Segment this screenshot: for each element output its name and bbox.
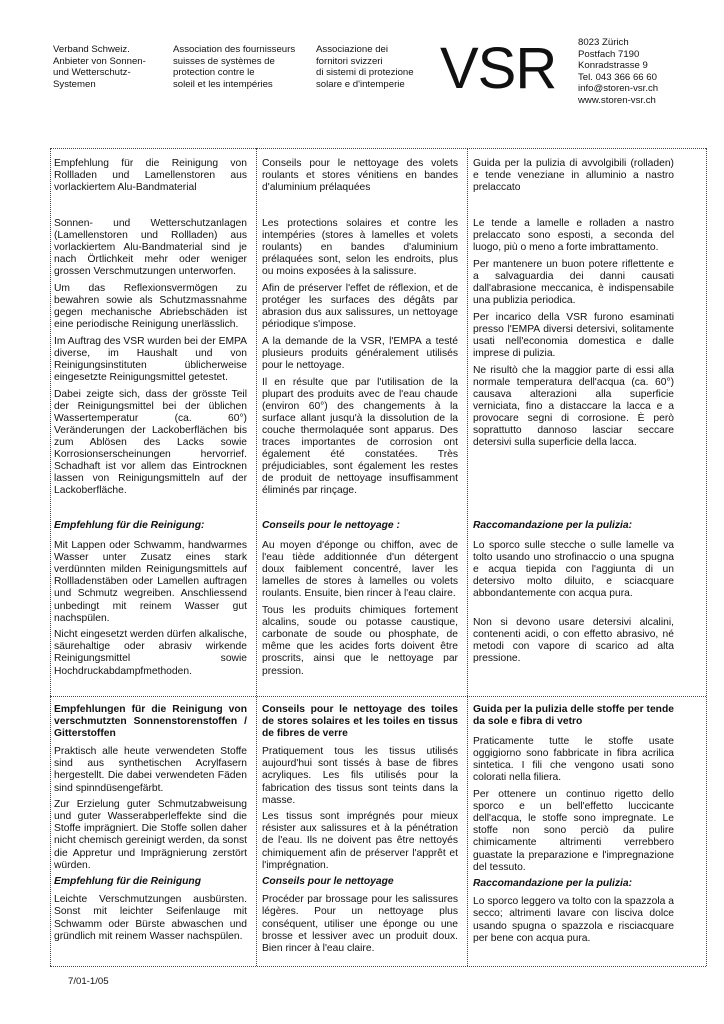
section2-title-fr: Conseils pour le nettoyage des toiles de stores solaires et les toiles en tissus de fibres de verre [262,704,458,740]
paragraph: Praktisch alle heute verwendeten Stoffe sind aus synthetischen Acrylfasern hergestellt. Die dabei verwendeten Fäden sind spinndüsengefärbt. [54,746,247,794]
paragraph: Lo sporco leggero va tolto con la spazzola a secco; altrimenti lavare con lisciva dolce usando spugna o spazzola e risciacquare per bene con acqua pura. [473,896,674,944]
header-association-de: Verband Schweiz. Anbieter von Sonnen- und Wetterschutz- Systemen [53,44,146,90]
paragraph: Ne risultò che la maggior parte di essi alla normale temperatura dell'acqua (ca. 60°) causava alterazioni alla superficie verniciata, fino a distaccare la lacca e a provocare segni di corrosione. È però soprattutto dannoso lasciar seccare detersivi sulla superficie della lacca. [473,364,674,449]
subheading: Raccomandazione per la pulizia: [473,520,633,531]
section-divider [50,696,706,697]
paragraph: Pratiquement tous les tissus utilisés aujourd'hui sont tissés à base de fibres acryliques. Les fils utilisés pour la fabrication des tissus sont teints dans la masse. [262,746,458,806]
section1-title-it: Guida per la pulizia di avvolgibili (rolladen) e tende veneziane in alluminio a nastro prelaccato [473,158,674,194]
paragraph: Le tende a lamelle e rolladen a nastro prelaccato sono esposti, a seconda del luogo, più o meno a forte imbrattamento. [473,218,674,254]
column-separator [706,148,707,966]
section1-title-de: Empfehlung für die Reinigung von Rollladen und Lamellenstoren aus vorlackiertem Alu-Bandmaterial [54,158,247,194]
section1-body-fr [262,218,458,502]
section2-fr [262,704,458,959]
section1-recommendation-fr [262,520,458,682]
section1-recommendation-it [473,520,674,669]
subheading: Conseils pour le nettoyage : [262,520,400,531]
paragraph: Per mantenere un buon potere riflettente e a salvaguardia dei danni causati dall'abrasione meccanica, è indispensabile una publizia periodica. [473,258,674,307]
table-bottom-rule [50,966,706,967]
paragraph: Zur Erzielung guter Schmutzabweisung und guter Wasserabperleffekte sind die Stoffe imprägniert. Die Stoffe sollen daher nicht chemisch gereinigt werden, da sonst die Appretur und Imprägnierung zerstört würden. [54,799,247,871]
paragraph: A la demande de la VSR, l'EMPA a testé plusieurs produits généralement utilisés pour le nettoyage. [262,335,458,372]
column-separator [467,148,468,966]
paragraph: Lo sporco sulle stecche o sulle lamelle va tolto usando uno strofinaccio o una spugna e acqua tiepida con l'aggiunta di un detersivo molto diluito, e sciacquare abbondantemente con acqua pura. [473,540,674,600]
paragraph: Non si devono usare detersivi alcalini, contenenti acidi, o con effetto abrasivo, né metodi con vapore di scarico ad alta pressione. [473,616,674,664]
address-email[interactable]: info@storen-vsr.ch [578,83,659,95]
section2-it [473,704,674,949]
paragraph: Les tissus sont imprégnés pour mieux résister aux salissures et à la pénétration de l'eau. Ils ne doivent pas être nettoyés chimiquement afin de préserver l'apprêt et l'imprégnation. [262,811,458,871]
paragraph: Per incarico della VSR furono esaminati presso l'EMPA diversi detersivi, solitamente usati nell'economia domestica e dalle imprese di pulizia. [473,311,674,359]
paragraph: Leichte Verschmutzungen ausbürsten. Sonst mit leichter Seifenlauge mit Schwamm oder Bürste abwaschen und gründlich mit reinem Wasser nachspülen. [54,894,247,942]
paragraph: Mit Lappen oder Schwamm, handwarmes Wasser unter Zusatz eines stark verdünnten milden Reinigungsmittels auf Rollladenstäben oder Lamellen auftragen und Schmutz wegreiben. Anschliessend unbedingt mit reinem Wasser gut nachspülen. [54,540,247,624]
header-association-it: Associazione dei fornitori svizzeri di sistemi di protezione solare e d'intemperie [316,44,414,90]
paragraph: Au moyen d'éponge ou chiffon, avec de l'eau tiède additionnée d'un détergent doux faiblement concentré, laver les lamelles de stores à lamelles ou volets roulants. Ensuite, bien rincer à l'eau claire. [262,540,458,600]
paragraph: Im Auftrag des VSR wurden bei der EMPA diverse, im Haushalt und von Reinigungsinstituten üblicherweise eingesetzte Reinigungsmittel getestet. [54,335,247,384]
column-separator [50,148,51,966]
section1-title-fr: Conseils pour le nettoyage des volets roulants et stores vénitiens en bandes d'aluminium prélaquées [262,158,458,194]
section1-body-it [473,218,674,454]
paragraph: Tous les produits chimiques fortement alcalins, soude ou potasse caustique, carbonate de soude ou phosphate, de même que les acides forts doivent être proscrits, ainsi que le nettoyage par pression. [262,605,458,677]
section1-recommendation-de [54,520,247,682]
section2-title-de: Empfehlungen für die Reinigung von verschmutzten Sonnenstorenstoffen / Gitterstoffen [54,704,247,740]
paragraph: Les protections solaires et contre les intempéries (stores à lamelles et volets roulants) en bandes d'aluminium prélaquées sont, selon les endroits, plus ou moins exposées à la salissure. [262,218,458,278]
address-city: 8023 Zürich [578,37,629,48]
paragraph: Um das Reflexionsvermögen zu bewahren sowie als Schutzmassnahme gegen mechanische Abriebschäden ist eine periodische Reinigung unerlässlich. [54,282,247,331]
header-association-fr: Association des fournisseurs suisses de systèmes de protection contre le soleil et les intempéries [173,44,296,90]
paragraph: Per ottenere un continuo rigetto dello sporco e un bell'effetto luccicante dell'acqua, le stoffe sono impregnate. Le stoffe non sono perciò da pulire chimicamente altrimenti verrebbero guastate la preparazione e l'impregnazione del tessuto. [473,789,674,873]
subheading: Empfehlung für die Reinigung [54,876,202,888]
paragraph: Dabei zeigte sich, dass der grösste Teil der Reinigungsmittel bei der üblichen Wassertemperatur (ca. 60°) Veränderungen der Lackoberflächen bis zum Ablösen des Lacks sowie Korrosionserscheinungen hervorrief. Schadhaft ist vor allem das Eintrocknen lassen von Reinigungsmitteln auf der Lackoberfläche. [54,388,247,497]
section1-body-de [54,218,247,502]
address-pobox: Postfach 7190 [578,48,640,60]
vsr-logo: VSR [440,36,557,101]
address-website[interactable]: www.storen-vsr.ch [578,94,656,106]
subheading: Raccomandazione per la pulizia: [473,878,633,890]
paragraph: Il en résulte que par l'utilisation de la plupart des produits avec de l'eau chaude (environ 60°) des changements à la surface allant jusqu'à la dissolution de la couche thermolaquée sont apparus. Des traces importantes de corrosion ont également été constatées. Très préjudiciables, sont également les restes de produit de nettoyage insuffisamment éliminés par rinçage. [262,376,458,497]
table-top-rule [50,148,706,149]
subheading: Conseils pour le nettoyage [262,876,394,888]
section2-title-it: Guida per la pulizia delle stoffe per tende da sole e fibra di vetro [473,704,674,728]
paragraph: Procéder par brossage pour les salissures légères. Pour un nettoyage plus conséquent, utiliser une éponge ou une brosse et lessiver avec un produit doux. Bien rincer à l'eau claire. [262,894,458,954]
paragraph: Sonnen- und Wetterschutzanlagen (Lamellenstoren und Rollladen) aus vorlackiertem Alu-Bandmaterial sind je nach Örtlichkeit mehr oder weniger grossen Verschmutzungen unterworfen. [54,218,247,278]
paragraph: Praticamente tutte le stoffe usate oggigiorno sono fabbricate in fibra acrilica sintetica. I fili che vengono usati sono colorati nella filiera. [473,736,674,784]
column-separator [256,148,257,966]
address-block [578,37,658,107]
address-phone: Tel. 043 366 66 60 [578,71,657,83]
paragraph: Nicht eingesetzt werden dürfen alkalische, säurehaltige oder abrasiv wirkende Reinigungsmittel sowie Hochdruckabdampfmethoden. [54,629,247,677]
address-street: Konradstrasse 9 [578,60,648,72]
document-version: 7/01-1/05 [68,976,109,987]
subheading: Empfehlung für die Reinigung: [54,520,205,531]
paragraph: Afin de préserver l'effet de réflexion, et de protéger les surfaces des dégâts par abrasion dus aux salissures, un nettoyage périodique s'impose. [262,282,458,331]
section2-de [54,704,247,947]
